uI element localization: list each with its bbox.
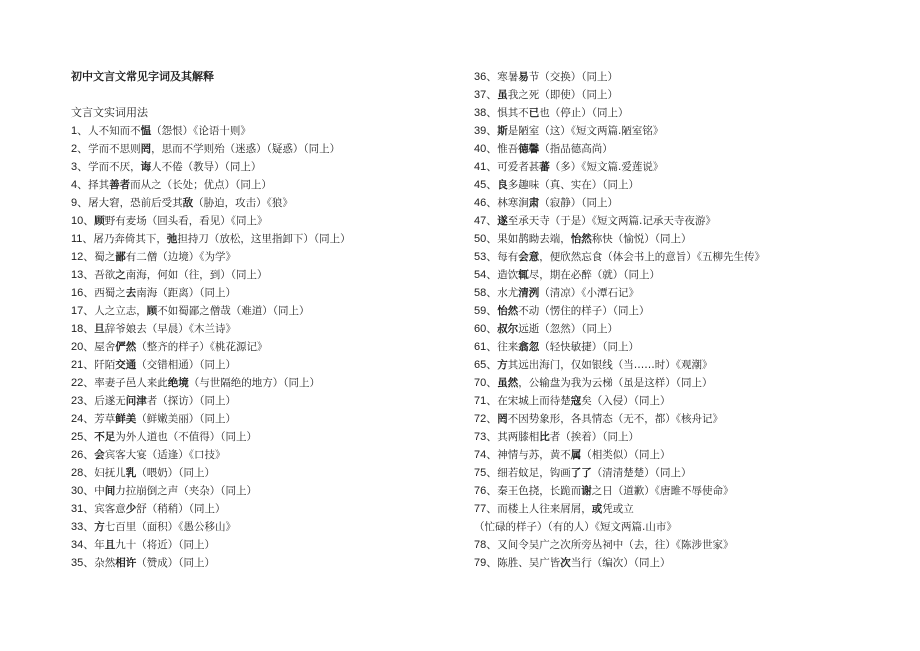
entry-keyword: 弛 [166,233,178,245]
entry-text-before: 妇抚儿 [94,467,126,479]
entry-text-after: 担持刀（放松，这里指卸下）（同上） [177,233,351,245]
entry-text-after: （胁迫，攻击）《狼》 [193,197,293,209]
entry-row [474,122,874,140]
entry-text-before: 其两膝相 [497,431,540,443]
entry-text-before: 屠大窘，恐前后受其 [88,197,183,209]
entry-text-before: 后遂无 [94,395,126,407]
entry-text-after: （赞成）（同上） [136,557,215,569]
entry-number: 41、 [474,161,498,173]
entry-row [71,428,451,446]
entry-number: 4、 [71,179,89,191]
entry-row [71,248,451,266]
entry-text-after: 至承天寺（于是）《短文两篇.记承天寺夜游》 [507,215,716,227]
entry-keyword: 顾 [94,215,105,227]
entry-number: 58、 [474,287,498,299]
entry-keyword: 怡然 [570,233,592,245]
entry-text-after: 其远出海门，仅如银线（当……时）《观潮》 [507,359,713,371]
entry-text-before: 宾客意 [94,503,126,515]
entry-keyword: 怡然 [497,305,519,317]
entry-text-after: ，便欣然忘食（体会书上的意旨）《五柳先生传》 [539,251,765,263]
entry-text-before: 又间令吴广之次所旁丛祠中（去，往）《陈涉世家》 [497,539,734,551]
entry-text-after: ，公输盘为我为云梯（虽是这样）（同上） [518,377,713,389]
entry-keyword: 属 [570,449,582,461]
entry-number: 53、 [474,251,498,263]
entry-text-before: 陈胜、吴广皆 [497,557,561,569]
entry-keyword: 比 [539,431,550,443]
entry-keyword: 问津 [125,395,147,407]
entry-text-after: 七百里（面积）《愚公移山》 [104,521,236,533]
entry-row [71,266,451,284]
entry-number: 13、 [71,269,95,281]
entry-keyword: 翕忽 [518,341,540,353]
entry-text-after: （清清楚楚）（同上） [591,467,692,479]
entry-text-before: 蜀之 [94,251,116,263]
entry-number: 24、 [71,413,95,425]
entry-text-before: 芳草 [94,413,116,425]
entry-row [474,554,874,572]
entry-text-before: 寒暑 [497,71,519,83]
entry-text-after: 野有麦场（回头看，看见）《同上》 [104,215,268,227]
entry-text-after: 当行（编次）（同上） [570,557,671,569]
entry-number: 79、 [474,557,498,569]
entry-row [474,284,874,302]
entry-keyword: 间 [104,485,116,497]
entry-text-before: 杂然 [94,557,116,569]
entry-keyword: 遂 [497,215,508,227]
entry-number: 61、 [474,341,498,353]
entry-row [71,122,451,140]
entry-text-after: 而从之（长处；优点）（同上） [130,179,272,191]
entry-number: 12、 [71,251,95,263]
entry-keyword: 清洌 [518,287,540,299]
entry-text-before: 年 [94,539,105,551]
entry-keyword: 已 [528,107,540,119]
entry-keyword: 罔 [140,143,152,155]
entry-keyword: 良 [497,179,508,191]
entry-text-after: （寂静）（同上） [539,197,618,209]
entry-keyword: 诲 [140,161,152,173]
entry-keyword: 敌 [182,197,194,209]
entry-keyword: 且 [104,539,116,551]
entry-text-before: 可爱者甚 [497,161,540,173]
entry-number: 33、 [71,521,95,533]
entry-number: 73、 [474,431,498,443]
entry-number: 1、 [71,125,89,137]
entry-keyword: 次 [560,557,571,569]
entry-number: 74、 [474,449,498,461]
entry-text-before: 果如鹊眑去端， [497,233,571,245]
entry-keyword: 或 [591,503,603,515]
entry-text-after: 有二僧（边境）《为学》 [125,251,236,263]
entry-text-after: 远逝（忽然）（同上） [518,323,618,335]
entry-text-after: 也（停止）（同上） [539,107,629,119]
entry-number: 10、 [71,215,95,227]
left-entry-list [71,122,451,572]
entry-number: 37、 [474,89,498,101]
entry-number: 54、 [474,269,498,281]
entry-text-after: 不动（愣住的样子）（同上） [518,305,650,317]
entry-keyword: 辄 [518,269,529,281]
entry-keyword: 愠 [140,125,152,137]
entry-row [71,302,451,320]
entry-row [474,302,874,320]
entry-text-after: （相类似）（同上） [581,449,671,461]
entry-text-after: 人不倦（教导）（同上） [151,161,262,173]
entry-text-after: 是陋室（这）《短文两篇.陋室铭》 [507,125,664,137]
entry-number: 20、 [71,341,95,353]
entry-number: 21、 [71,359,95,371]
entry-keyword: 少 [125,503,137,515]
entry-text-before: （忙碌的样子）（有的人）《短文两篇.山市》 [474,521,677,533]
entry-row [474,482,874,500]
entry-text-after: 南海，何如（往，到）（同上） [125,269,268,281]
entry-keyword: 绝境 [167,377,189,389]
entry-text-after: （喂奶）（同上） [136,467,215,479]
entry-text-after: 矣（入侵）（同上） [581,395,671,407]
entry-text-after: （怨恨）《论语十则》 [151,125,251,137]
entry-number: 25、 [71,431,95,443]
entry-text-after: 凭或立 [602,503,634,515]
entry-text-before: 惧其不 [497,107,529,119]
entry-number: 59、 [474,305,498,317]
entry-row [474,266,874,284]
entry-number: 36、 [474,71,498,83]
entry-row [71,482,451,500]
entry-keyword: 谢 [581,485,592,497]
entry-number: 18、 [71,323,95,335]
entry-keyword: 善者 [109,179,131,191]
entry-number: 28、 [71,467,95,479]
entry-keyword: 方 [497,359,508,371]
entry-keyword: 会意 [518,251,540,263]
entry-row [474,374,874,392]
entry-number: 50、 [474,233,498,245]
entry-number: 9、 [71,197,89,209]
entry-keyword: 旦 [94,323,105,335]
entry-text-after: 不如蜀鄙之僧哉（难道）（同上） [157,305,310,317]
entry-number: 38、 [474,107,498,119]
entry-text-before: 水尤 [497,287,519,299]
entry-text-before: 在宋城上而待楚 [497,395,571,407]
entry-text-after: （交错相通）（同上） [136,359,236,371]
left-column [71,68,451,572]
entry-keyword: 蕃 [539,161,550,173]
entry-row [71,392,451,410]
entry-row [474,320,874,338]
entry-row [474,356,874,374]
entry-keyword: 俨然 [115,341,137,353]
entry-keyword: 方 [94,521,105,533]
entry-row [474,230,874,248]
entry-text-before: 屋舍 [94,341,116,353]
entry-text-after: 之日（道歉）《唐雎不辱使命》 [591,485,734,497]
entry-row [71,356,451,374]
entry-number: 78、 [474,539,498,551]
entry-number: 76、 [474,485,498,497]
entry-text-before: 每有 [497,251,519,263]
entry-number: 35、 [71,557,95,569]
entry-text-before: 秦王色挠，长跪而 [497,485,582,497]
entry-keyword: 交通 [115,359,137,371]
entry-number: 3、 [71,161,89,173]
entry-keyword: 易 [518,71,529,83]
entry-row [71,446,451,464]
entry-keyword: 虽 [497,89,508,101]
entry-text-before: 中 [94,485,105,497]
entry-row [71,158,451,176]
entry-number: 75、 [474,467,498,479]
entry-text-before: 率妻子邑人来此 [94,377,168,389]
entry-number: 39、 [474,125,498,137]
entry-text-before: 往来 [497,341,519,353]
entry-number: 77、 [474,503,498,515]
entry-text-before: 西蜀之 [94,287,126,299]
entry-keyword: 会 [94,449,105,461]
entry-row [474,140,874,158]
entry-row [474,158,874,176]
entry-text-before: 人之立志， [94,305,147,317]
entry-text-after: 南海（距离）（同上） [136,287,236,299]
entry-keyword: 鲜美 [115,413,137,425]
entry-number: 22、 [71,377,95,389]
entry-text-after: （指品德高尚） [539,143,613,155]
entry-text-before: 林寒涧 [497,197,529,209]
entry-number: 72、 [474,413,498,425]
entry-text-after: 辞爷娘去（早晨）《木兰诗》 [104,323,236,335]
entry-keyword: 德馨 [518,143,540,155]
entry-row [71,554,451,572]
entry-keyword: 叔尔 [497,323,519,335]
entry-text-after: 我之死（即使）（同上） [507,89,618,101]
entry-row [71,320,451,338]
entry-row [474,338,874,356]
entry-keyword: 了了 [570,467,592,479]
entry-row [474,500,874,518]
entry-text-before: 造饮 [497,269,519,281]
entry-text-after: （与世隔绝的地方）（同上） [188,377,320,389]
right-entry-list [474,68,874,572]
entry-text-after: 节（交换）（同上） [528,71,618,83]
entry-row [71,176,451,194]
entry-row [71,500,451,518]
entry-row [474,392,874,410]
entry-text-before: 屠乃奔倚其下， [93,233,167,245]
entry-number: 17、 [71,305,95,317]
entry-row [71,230,451,248]
entry-number: 46、 [474,197,498,209]
entry-text-before: 阡陌 [94,359,116,371]
entry-keyword: 顾 [146,305,158,317]
entry-row [71,464,451,482]
entry-text-after: 尽，期在必醉（就）（同上） [528,269,660,281]
entry-row [71,536,451,554]
entry-row [474,446,874,464]
entry-row [71,518,451,536]
entry-text-before: 学而不思则 [88,143,141,155]
entry-text-after: 舒（稍稍）（同上） [136,503,226,515]
entry-text-before: 吾欲 [94,269,116,281]
entry-text-before: 学而不厌， [88,161,141,173]
entry-text-after: 为外人道也（不值得）（同上） [115,431,257,443]
entry-keyword: 相许 [115,557,137,569]
entry-row [71,410,451,428]
entry-text-before: 惟吾 [497,143,519,155]
entry-text-after: （清凉）《小潭石记》 [539,287,639,299]
entry-row [474,428,874,446]
entry-text-after: ，思而不学则殆（迷惑）（疑惑）（同上） [151,143,341,155]
entry-text-after: 不因势象形，各具情态（无不，都）《核舟记》 [507,413,723,425]
entry-number: 30、 [71,485,95,497]
entry-keyword: 肃 [528,197,540,209]
entry-text-after: 多趣味（真、实在）（同上） [507,179,639,191]
entry-text-after: 者（探访）（同上） [146,395,236,407]
entry-text-after: 力拉崩倒之声（夹杂）（同上） [115,485,257,497]
entry-text-after: （轻快敏捷）（同上） [539,341,639,353]
entry-row [474,176,874,194]
entry-keyword: 寇 [570,395,582,407]
entry-number: 16、 [71,287,95,299]
entry-text-before: 而楼上人往来屑屑， [497,503,592,515]
entry-keyword: 去 [125,287,137,299]
entry-keyword: 斯 [497,125,508,137]
entry-row [474,68,874,86]
entry-text-before: 神情与苏，黄不 [497,449,571,461]
entry-row [474,104,874,122]
entry-keyword: 虽然 [497,377,519,389]
entry-row [474,248,874,266]
entry-row [474,194,874,212]
entry-row [71,194,451,212]
entry-number: 40、 [474,143,498,155]
entry-row [474,464,874,482]
entry-keyword: 鄙 [115,251,126,263]
entry-row [71,338,451,356]
entry-text-before: 人不知而不 [88,125,141,137]
entry-keyword: 之 [115,269,126,281]
entry-keyword: 不足 [94,431,116,443]
entry-row [474,518,874,536]
entry-text-after: 九十（将近）（同上） [115,539,215,551]
section-heading: 文言文实词用法 [71,106,148,119]
entry-number: 31、 [71,503,95,515]
document-title: 初中文言文常见字词及其解释 [71,70,214,83]
entry-number: 47、 [474,215,498,227]
entry-row [71,374,451,392]
entry-keyword: 罔 [497,413,508,425]
entry-row [474,536,874,554]
entry-text-after: （整齐的样子）《桃花源记》 [136,341,268,353]
entry-row [474,410,874,428]
entry-text-before: 择其 [88,179,110,191]
entry-keyword: 乳 [125,467,137,479]
entry-row [474,212,874,230]
entry-text-after: 称快（愉悦）（同上） [591,233,692,245]
entry-number: 23、 [71,395,95,407]
entry-number: 26、 [71,449,95,461]
entry-text-after: （多）《短文篇.爱莲说》 [549,161,664,173]
entry-number: 65、 [474,359,498,371]
entry-number: 2、 [71,143,89,155]
entry-row [71,140,451,158]
entry-number: 45、 [474,179,498,191]
entry-text-before: 细若蚊足，钩画 [497,467,571,479]
entry-text-after: 者（挨着）（同上） [549,431,639,443]
entry-number: 34、 [71,539,95,551]
entry-number: 71、 [474,395,498,407]
entry-row [71,212,451,230]
entry-text-after: 宾客大宴（适逢）《口技》 [104,449,226,461]
entry-text-after: （鲜嫩美丽）（同上） [136,413,236,425]
right-column [474,68,874,572]
entry-row [71,284,451,302]
entry-row [474,86,874,104]
entry-number: 70、 [474,377,498,389]
entry-number: 11、 [71,233,94,245]
entry-number: 60、 [474,323,498,335]
